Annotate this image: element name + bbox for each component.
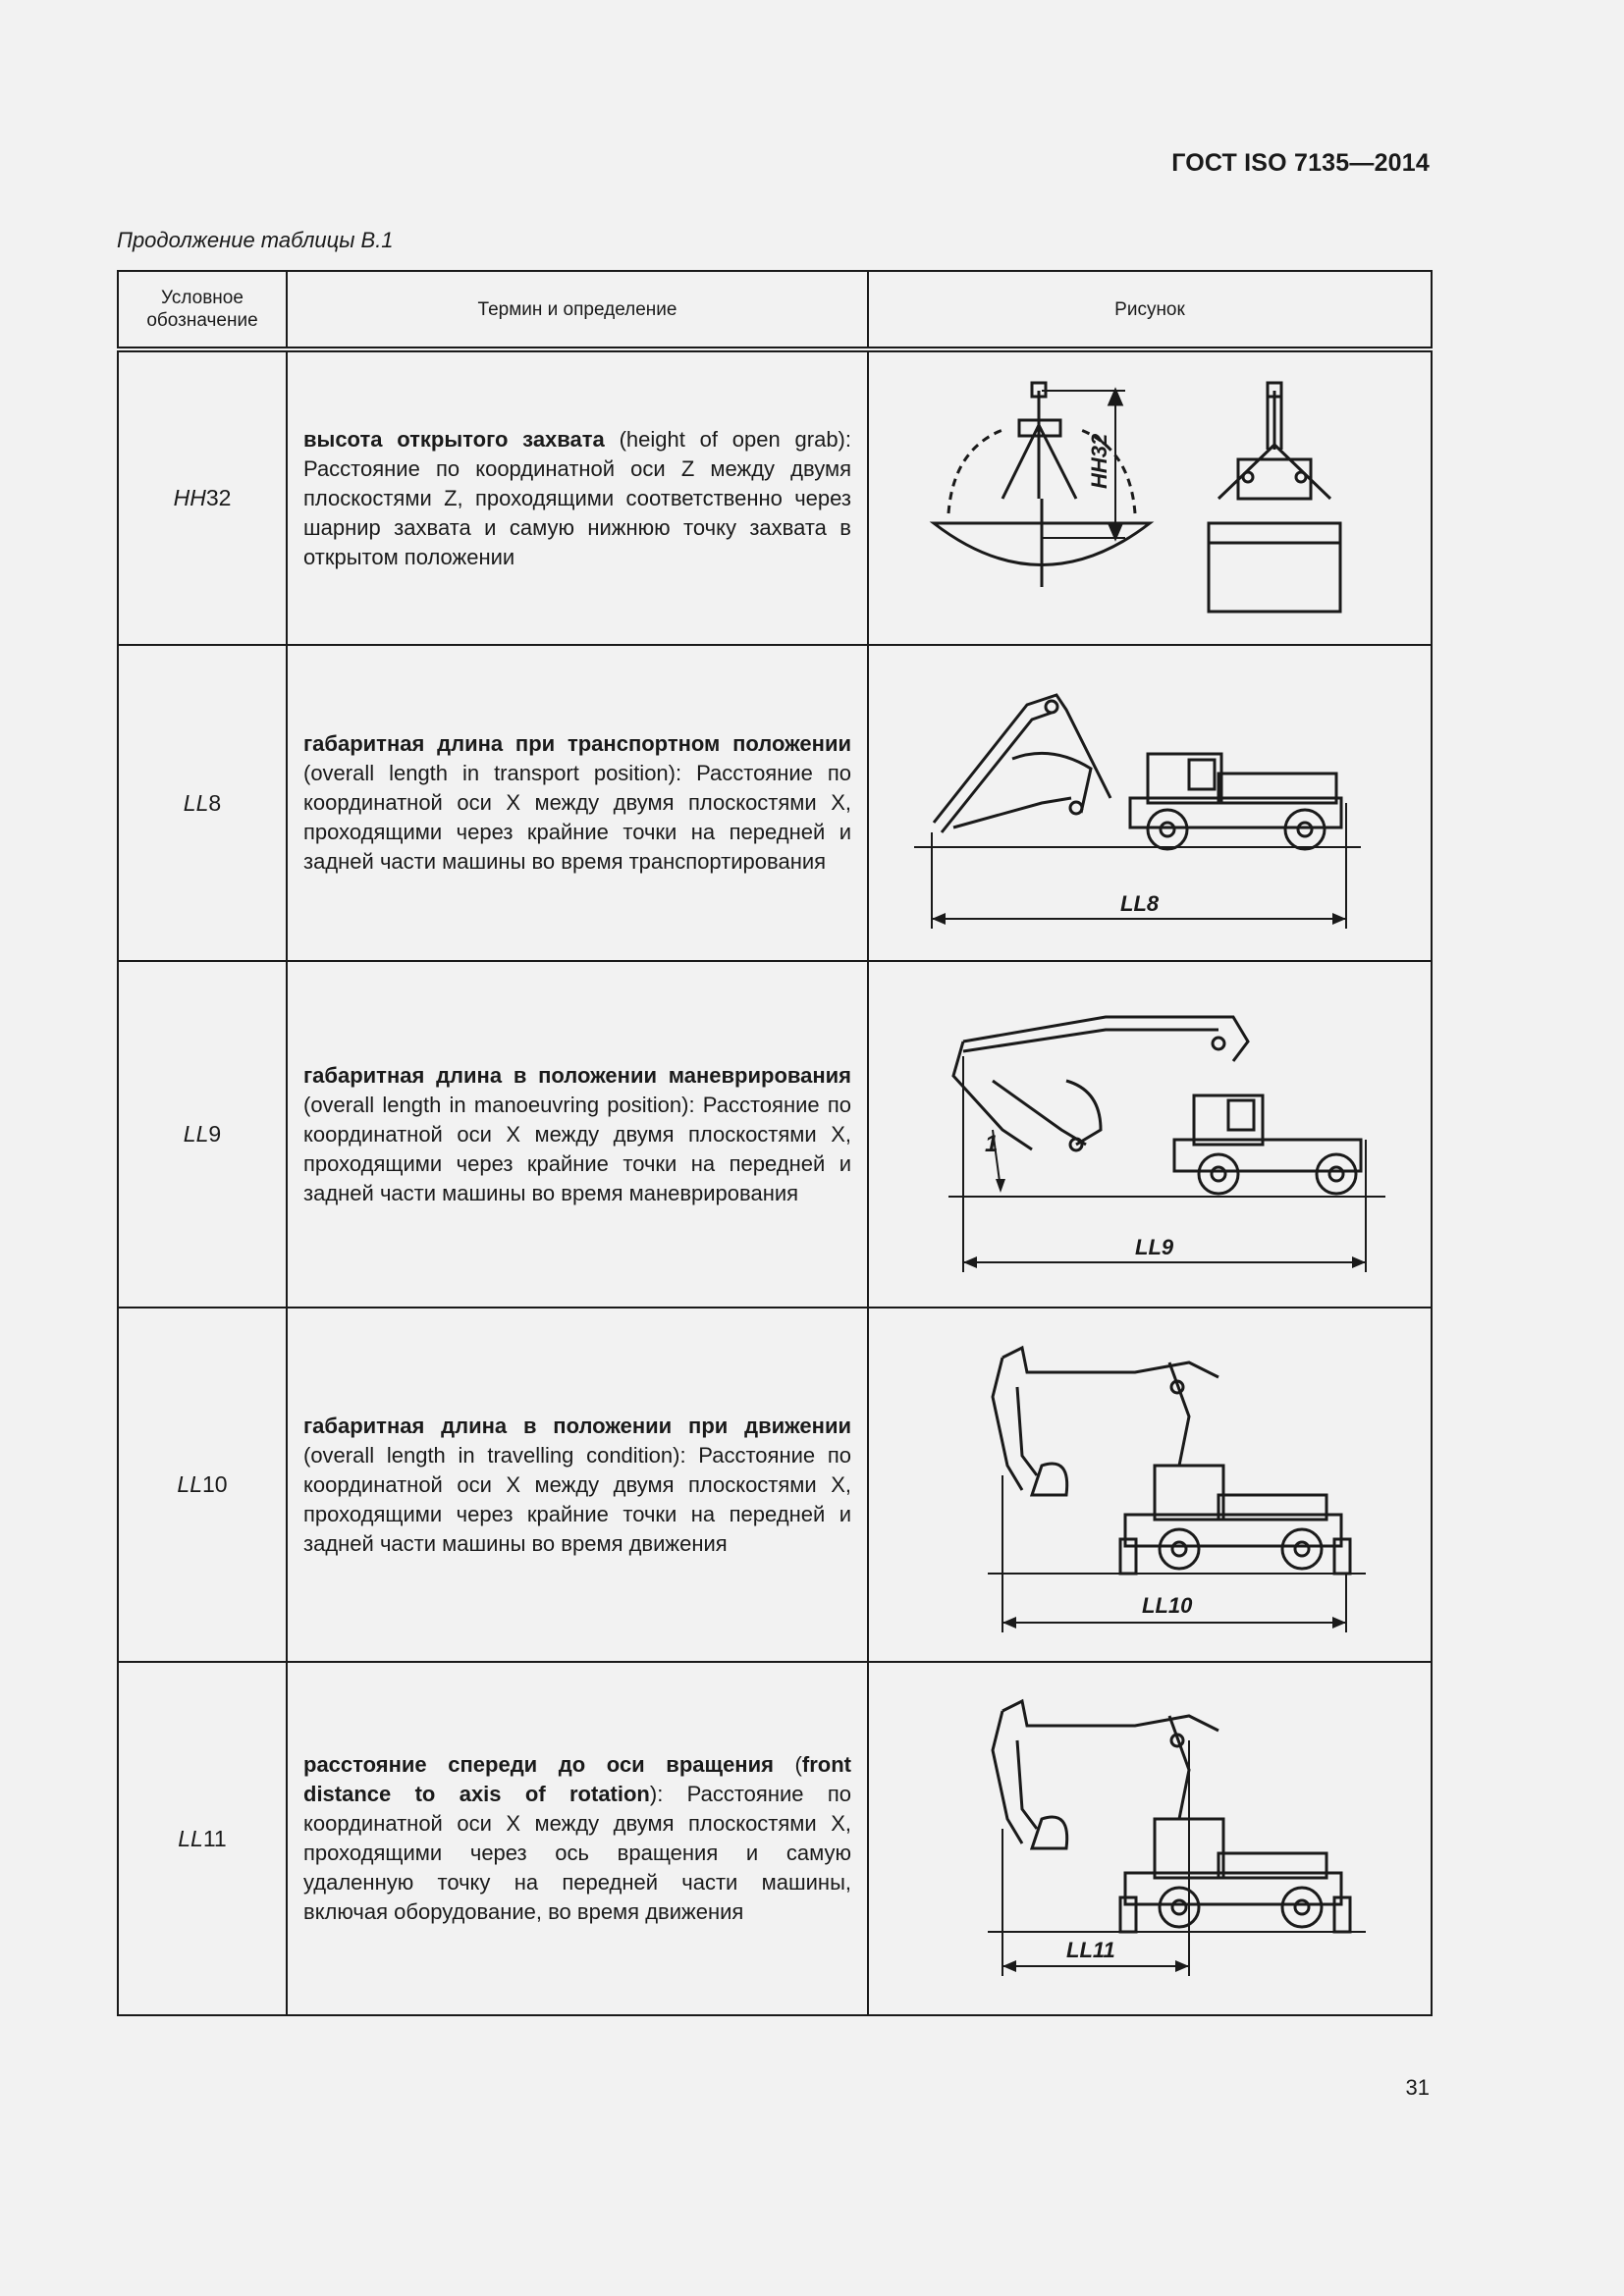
page-number: 31 (1405, 2075, 1430, 2100)
dimension-label: HH32 (1087, 433, 1111, 489)
table-header-row (118, 271, 1432, 349)
dimension-label: LL10 (1142, 1592, 1193, 1618)
definitions-table (117, 270, 1433, 2016)
symbol-cell: LL8 (118, 645, 287, 961)
figure-cell (868, 1308, 1432, 1662)
symbol-cell: HH32 (118, 349, 287, 645)
open-grab-figure (904, 371, 1395, 626)
table-row (118, 645, 1432, 961)
dimension-label: LL9 (1135, 1234, 1174, 1259)
table-row (118, 961, 1432, 1308)
dimension-label: LL8 (1120, 891, 1160, 916)
symbol-cell: LL10 (118, 1308, 287, 1662)
definition-cell: габаритная длина в положении маневрирования (overall length in manoeuvring position): Расстояние по координатной оси X между двумя плоскостями X, проходящими через крайние точки на передней и задней части машины во время маневрирования (287, 961, 868, 1308)
definition-cell: габаритная длина в положении при движении (overall length in travelling condition): Расстояние по координатной оси X между двумя плоскостями X, проходящими через крайние точки на передней и задней части машины во время движения (287, 1308, 868, 1662)
excavator-travelling-figure (894, 1328, 1405, 1642)
excavator-manoeuvring-figure (894, 983, 1405, 1287)
table-row (118, 1308, 1432, 1662)
definition-cell: габаритная длина при транспортном положении (overall length in transport position): Расстояние по координатной оси X между двумя плоскостями X, проходящими через крайние точки на передней и задней части машины во время транспортирования (287, 645, 868, 961)
figure-cell (868, 1662, 1432, 2015)
callout-label: 1 (985, 1130, 999, 1157)
dimension-label: LL11 (1066, 1938, 1115, 1962)
definition-cell: расстояние спереди до оси вращения (front distance to axis of rotation): Расстояние по координатной оси X между двумя плоскостями X, проходящими через ось вращения и самую удаленную точку на передней части машины, включая оборудование, во время движения (287, 1662, 868, 2015)
column-header-figure: Рисунок (868, 271, 1432, 349)
excavator-transport-figure (894, 666, 1405, 940)
column-header-symbol: Условное обозначение (118, 271, 287, 349)
definition-cell: высота открытого захвата (height of open grab): Расстояние по координатной оси Z между двумя плоскостями Z, проходящими соответственно через шарнир захвата и самую нижнюю точку захвата в открытом положении (287, 349, 868, 645)
table-caption: Продолжение таблицы В.1 (117, 228, 394, 252)
excavator-front-distance-figure (894, 1682, 1405, 1996)
figure-cell (868, 961, 1432, 1308)
table-row (118, 1662, 1432, 2015)
symbol-cell: LL11 (118, 1662, 287, 2015)
figure-cell (868, 349, 1432, 645)
table-row (118, 349, 1432, 645)
symbol-cell: LL9 (118, 961, 287, 1308)
standard-code: ГОСТ ISO 7135—2014 (1171, 149, 1430, 177)
column-header-term: Термин и определение (287, 271, 868, 349)
figure-cell (868, 645, 1432, 961)
